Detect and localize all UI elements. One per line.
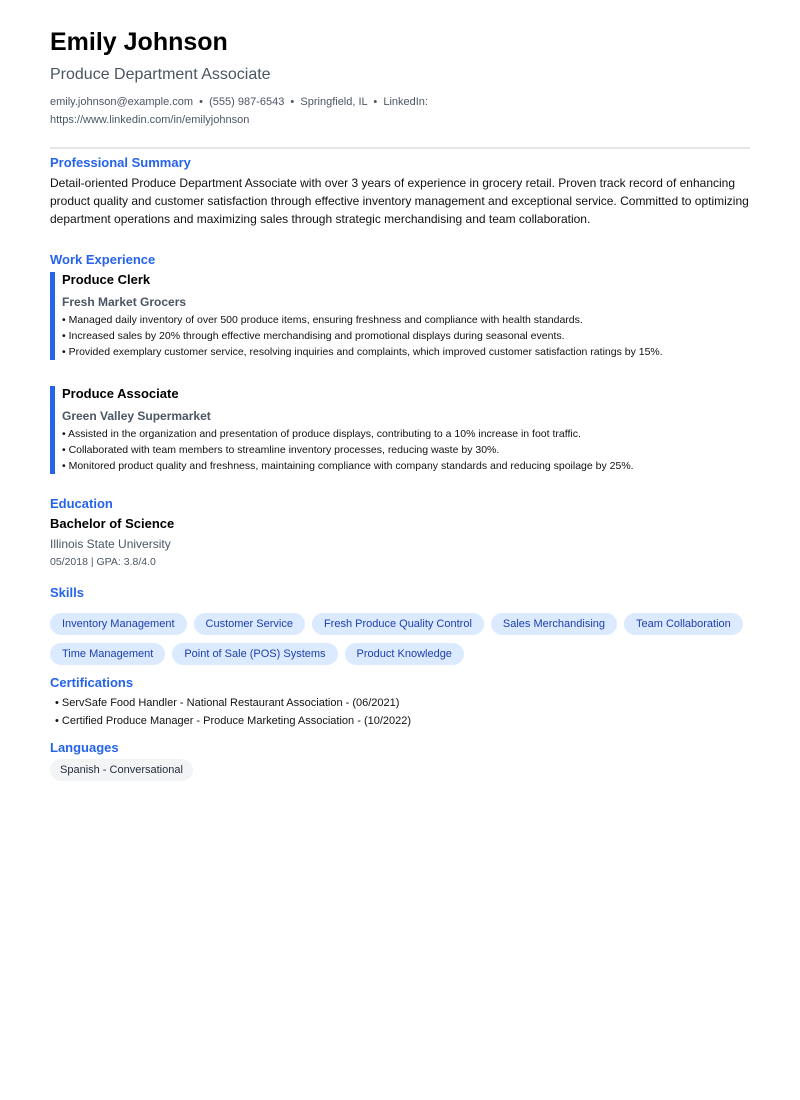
skill-chip: Inventory Management	[50, 613, 187, 635]
certification-item: • ServSafe Food Handler - National Restaurant Association - (06/2021)	[55, 697, 400, 709]
job-title: Produce Clerk	[62, 272, 151, 287]
languages-list	[50, 759, 750, 781]
section-heading-experience: Work Experience	[50, 252, 156, 267]
job-bullet: • Increased sales by 20% through effective merchandising and promotional displays during seasonal events.	[62, 330, 565, 342]
linkedin-url[interactable]: https://www.linkedin.com/in/emilyjohnson	[50, 114, 250, 126]
skill-chip: Point of Sale (POS) Systems	[172, 643, 337, 665]
job-company: Green Valley Supermarket	[62, 409, 211, 423]
education-date: 05/2018 | GPA: 3.8/4.0	[50, 556, 156, 568]
certification-item: • Certified Produce Manager - Produce Marketing Association - (10/2022)	[55, 715, 412, 727]
summary-text: Detail-oriented Produce Department Associate with over 3 years of experience in grocery retail. Proven track record of enhancing product quality and customer satisfaction through effective inventory management and exceptional service. Committed to optimizing department operations and maximizing sales through strategic merchandising and team collaboration.	[50, 176, 749, 226]
skill-chip: Customer Service	[194, 613, 305, 635]
job-bullet: • Monitored product quality and freshness, maintaining compliance with company standards and reducing spoilage by 25%.	[62, 460, 634, 472]
skills-list	[50, 613, 750, 665]
job-bullet: • Assisted in the organization and presentation of produce displays, contributing to a 10% increase in foot traffic.	[62, 428, 581, 440]
job-bullet: • Managed daily inventory of over 500 produce items, ensuring freshness and compliance with health standards.	[62, 314, 583, 326]
job-entry	[50, 386, 750, 474]
job-bullet: • Collaborated with team members to streamline inventory processes, reducing waste by 30%.	[62, 444, 500, 456]
section-heading-summary: Professional Summary	[50, 155, 191, 170]
certifications-list	[50, 694, 750, 730]
education-school: Illinois State University	[50, 537, 171, 551]
job-company: Fresh Market Grocers	[62, 295, 187, 309]
contact-line: emily.johnson@example.com • (555) 987-6543 • Springfield, IL • LinkedIn:	[50, 96, 428, 108]
section-heading-education: Education	[50, 496, 113, 511]
section-heading-certifications: Certifications	[50, 675, 134, 690]
skill-chip: Sales Merchandising	[491, 613, 617, 635]
skill-chip: Time Management	[50, 643, 165, 665]
candidate-title: Produce Department Associate	[50, 66, 271, 83]
job-entry	[50, 272, 750, 360]
language-chip: Spanish - Conversational	[50, 759, 193, 781]
job-title: Produce Associate	[62, 386, 179, 401]
contact-info	[50, 93, 430, 129]
candidate-name: Emily Johnson	[50, 28, 228, 56]
header-divider	[50, 147, 750, 149]
education-degree: Bachelor of Science	[50, 516, 175, 531]
job-bullet: • Provided exemplary customer service, resolving inquiries and complaints, which improved customer satisfaction ratings by 15%.	[62, 346, 663, 358]
skill-chip: Product Knowledge	[345, 643, 464, 665]
skill-chip: Team Collaboration	[624, 613, 743, 635]
section-heading-skills: Skills	[50, 585, 84, 600]
skill-chip: Fresh Produce Quality Control	[312, 613, 484, 635]
section-heading-languages: Languages	[50, 740, 119, 755]
